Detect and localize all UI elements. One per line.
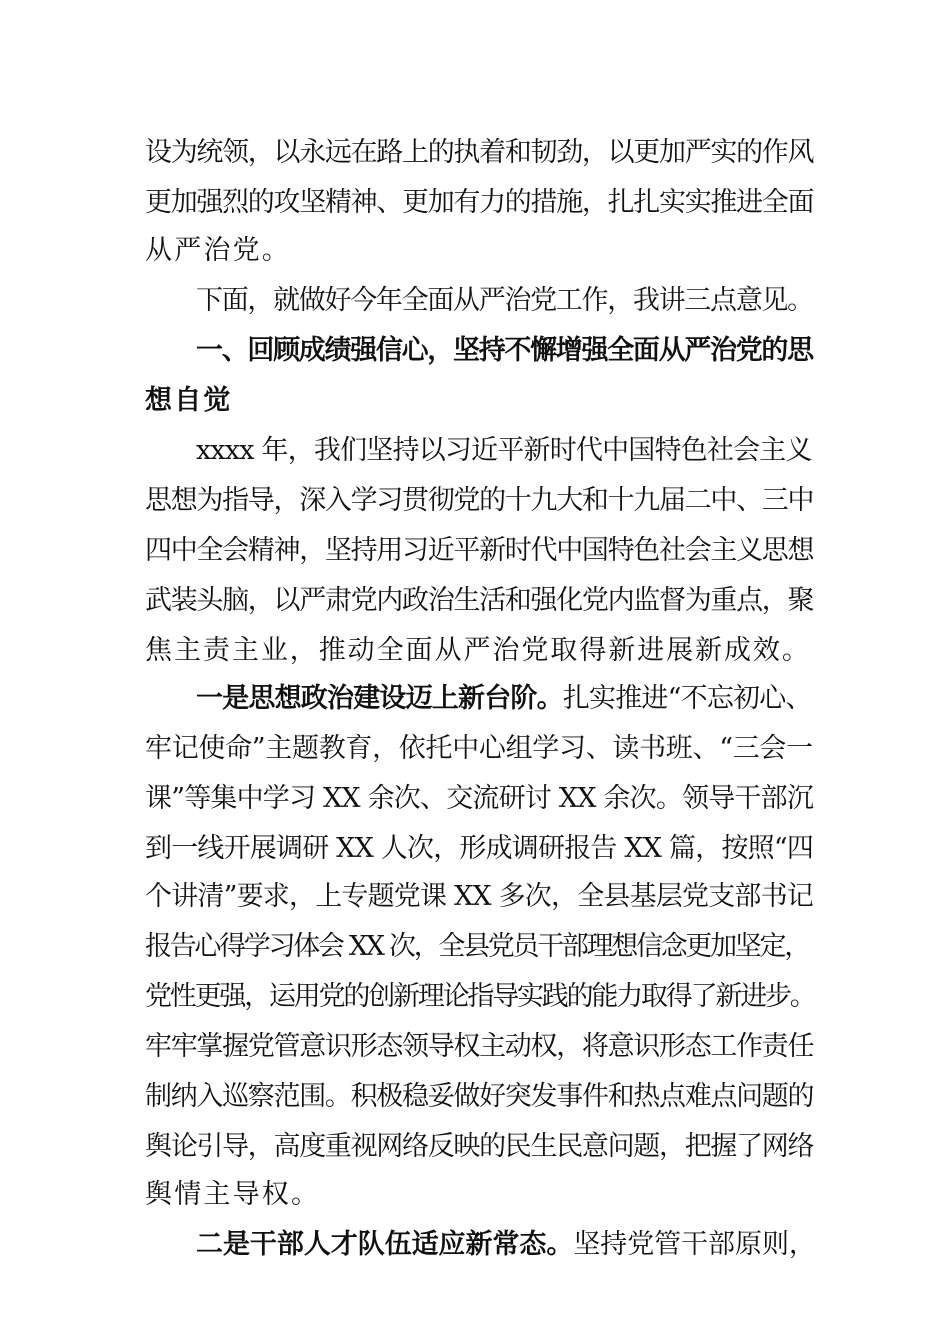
summary-paragraph-line: 武装头脑，以严肃党内政治生活和强化党内监督为重点，聚	[145, 585, 814, 616]
point-one-line: 报告心得学习体会 XX 次，全县党员干部理想信念更加坚定，	[145, 931, 809, 962]
point-one-line: 牢牢掌握党管意识形态领导权主动权，将意识形态工作责任	[145, 1031, 814, 1062]
point-two-lead: 二是干部人才队伍适应新常态。	[196, 1229, 574, 1260]
point-two-first-line-text: 坚持党管干部原则，	[573, 1229, 816, 1260]
point-one-line: 制纳入巡察范围。积极稳妥做好突发事件和热点难点问题的	[145, 1081, 814, 1112]
point-one-line: 到一线开展调研 XX 人次，形成调研报告 XX 篇，按照“四	[145, 833, 814, 864]
point-one-line: 党性更强，运用党的创新理论指导实践的能力取得了新进步。	[145, 981, 815, 1012]
body-text-line: 从严治党。	[145, 235, 291, 266]
point-one-line: 舆论引导，高度重视网络反映的民生民意问题，把握了网络	[145, 1131, 814, 1162]
intro-paragraph: 下面，就做好今年全面从严治党工作，我讲三点意见。	[196, 285, 813, 316]
section-heading: 一、回顾成绩强信心，坚持不懈增强全面从严治党的思	[196, 335, 813, 366]
point-one-line: 课”等集中学习 XX 余次、交流研讨 XX 余次。领导干部沉	[145, 783, 814, 814]
point-one-line: 个讲清”要求，上专题党课 XX 多次，全县基层党支部书记	[145, 881, 814, 912]
section-heading-continued: 想自觉	[145, 385, 233, 416]
point-two-first-line	[196, 1225, 816, 1265]
point-one-line: 舆情主导权。	[145, 1179, 321, 1210]
point-one-first-line	[196, 679, 816, 719]
summary-paragraph-line: xxxx 年，我们坚持以习近平新时代中国特色社会主义	[196, 435, 812, 466]
point-one-line: 牢记使命”主题教育，依托中心组学习、读书班、“三会一	[145, 733, 813, 764]
point-one-first-line-text: 扎实推进“不忘初心、	[562, 683, 812, 714]
body-text-line: 设为统领，以永远在路上的执着和韧劲，以更加严实的作风	[145, 137, 814, 168]
summary-paragraph-line: 四中全会精神，坚持用习近平新时代中国特色社会主义思想	[145, 535, 814, 566]
body-text-line: 更加强烈的攻坚精神、更加有力的措施，扎扎实实推进全面	[145, 187, 814, 218]
summary-paragraph-line: 思想为指导，深入学习贯彻党的十九大和十九届二中、三中	[145, 485, 814, 516]
point-one-lead: 一是思想政治建设迈上新台阶。	[196, 683, 563, 714]
summary-paragraph-line: 焦主责主业，推动全面从严治党取得新进展新成效。	[145, 635, 811, 666]
